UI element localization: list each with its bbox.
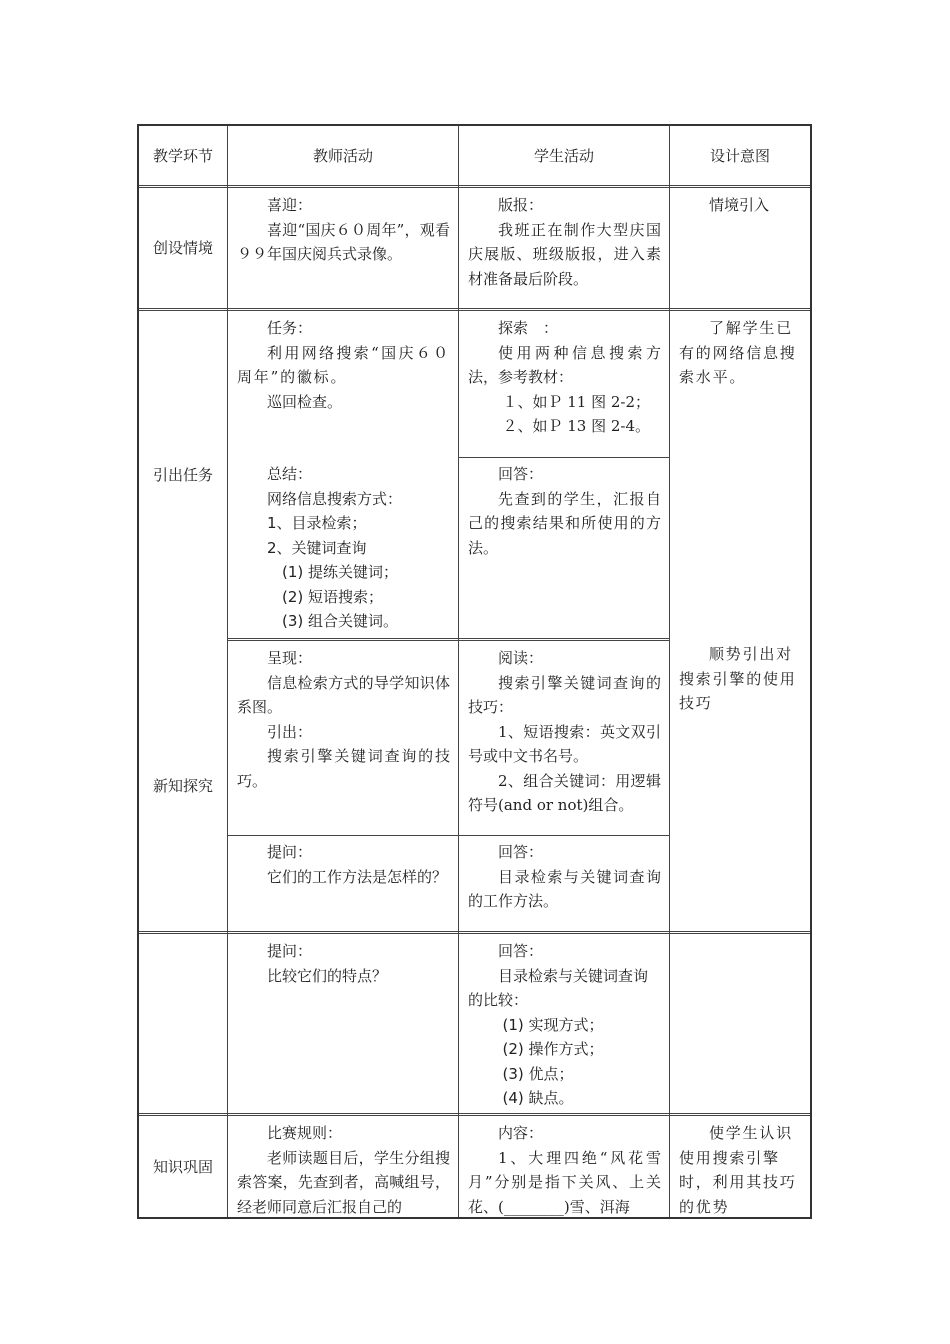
teacher-text: 提问： bbox=[267, 843, 313, 861]
lesson-plan-table bbox=[137, 124, 812, 1219]
teacher-text: 喜迎“国庆６０周年”，观看９９年国庆阅兵式录像。 bbox=[237, 220, 450, 263]
teacher-text: 信息检索方式的导学知识体系图。 bbox=[237, 673, 450, 716]
student-text: (3) 优点； bbox=[502, 1064, 574, 1083]
teacher-text: 1、目录检索； bbox=[267, 514, 367, 532]
teacher-text: 引出： bbox=[267, 722, 313, 741]
teacher-text: 它们的工作方法是怎样的？ bbox=[267, 867, 448, 886]
header-stage bbox=[139, 126, 227, 186]
header-student-label: 学生活动 bbox=[533, 146, 594, 165]
intent-text: 使学生认识使用搜索引擎时，利用其技巧的优势 bbox=[679, 1124, 797, 1216]
stage-cell bbox=[139, 1117, 227, 1217]
student-text: 1、短语搜索：英文双引号或中文书名号。 bbox=[468, 722, 661, 765]
stage-label: 创设情境 bbox=[152, 239, 213, 258]
student-text: 回答： bbox=[498, 843, 544, 861]
student-cell bbox=[459, 935, 669, 1113]
row-divider bbox=[139, 308, 810, 311]
student-text: (2) 操作方式； bbox=[502, 1040, 604, 1058]
teacher-text: 呈现： bbox=[267, 649, 313, 667]
student-cell bbox=[459, 836, 669, 931]
header-stage-label: 教学环节 bbox=[152, 146, 213, 165]
teacher-text: 喜迎： bbox=[267, 196, 313, 214]
teacher-cell bbox=[228, 189, 458, 308]
student-cell bbox=[459, 1117, 669, 1217]
student-text: 1、大理四绝“风花雪月”分别是指下关风、上关花、(________)雪、洱海 bbox=[468, 1148, 661, 1216]
stage-label: 知识巩固 bbox=[152, 1157, 213, 1176]
student-text: 使用两种信息搜索方法，参考教材： bbox=[468, 343, 661, 386]
teacher-text: (1) 提练关键词； bbox=[282, 563, 399, 581]
teacher-cell bbox=[228, 312, 458, 457]
header-student bbox=[459, 126, 669, 186]
teacher-text: 2、关键词查询 bbox=[267, 538, 367, 557]
header-teacher bbox=[228, 126, 458, 186]
teacher-cell bbox=[228, 836, 458, 931]
student-text: 目录检索与关键词查询的工作方法。 bbox=[468, 867, 661, 910]
intent-text: 情境引入 bbox=[709, 196, 770, 214]
stage-cell bbox=[139, 189, 227, 308]
row-divider bbox=[227, 638, 669, 641]
student-text: ２、如Ｐ 13 图 2-4。 bbox=[502, 417, 651, 435]
student-text: 搜索引擎关键词查询的技巧： bbox=[468, 673, 661, 716]
student-cell bbox=[459, 458, 669, 638]
teacher-text: 比赛规则： bbox=[267, 1124, 343, 1142]
teacher-text: 总结： bbox=[267, 465, 313, 483]
teacher-cell bbox=[228, 1117, 458, 1217]
student-cell bbox=[459, 189, 669, 308]
teacher-text: 任务： bbox=[267, 319, 313, 337]
student-text: 我班正在制作大型庆国庆展版、班级版报，进入素材准备最后阶段。 bbox=[468, 220, 661, 288]
intent-cell bbox=[670, 312, 810, 452]
intent-text: 顺势引出对搜索引擎的使用技巧 bbox=[679, 645, 797, 712]
row-divider bbox=[139, 931, 810, 934]
student-text: 内容： bbox=[498, 1124, 544, 1142]
teacher-cell bbox=[228, 458, 458, 638]
student-cell bbox=[459, 312, 669, 457]
student-text: 回答： bbox=[498, 942, 544, 960]
stage-label: 引出任务 bbox=[152, 465, 213, 484]
student-text: 先查到的学生，汇报自己的搜索结果和所使用的方法。 bbox=[468, 489, 661, 557]
student-text: 回答： bbox=[498, 465, 544, 483]
intent-text: 了解学生已有的网络信息搜索水平。 bbox=[679, 319, 797, 386]
teacher-text: (3) 组合关键词。 bbox=[282, 612, 399, 630]
student-text: 阅读： bbox=[498, 649, 544, 667]
student-text: 版报： bbox=[498, 196, 544, 214]
intent-cell bbox=[670, 1117, 810, 1217]
teacher-text: (2) 短语搜索； bbox=[282, 587, 384, 606]
student-text: 探索 ： bbox=[498, 319, 559, 337]
row-divider bbox=[139, 1113, 810, 1116]
teacher-text: 巡回检查。 bbox=[267, 392, 343, 411]
intent-cell bbox=[670, 638, 810, 758]
stage-cell bbox=[139, 642, 227, 931]
stage-label: 新知探究 bbox=[152, 777, 213, 796]
teacher-text: 比较它们的特点？ bbox=[267, 966, 388, 985]
teacher-text: 网络信息搜索方式： bbox=[267, 489, 403, 508]
student-text: １、如Ｐ 11 图 2-2； bbox=[502, 392, 651, 411]
teacher-text: 提问： bbox=[267, 942, 313, 960]
teacher-cell bbox=[228, 642, 458, 835]
teacher-cell bbox=[228, 935, 458, 1113]
student-text: (1) 实现方式； bbox=[502, 1015, 604, 1034]
teacher-text: 搜索引擎关键词查询的技巧。 bbox=[237, 747, 450, 790]
stage-cell bbox=[139, 312, 227, 638]
teacher-text: 利用网络搜索“国庆６０周年”的徽标。 bbox=[237, 343, 450, 386]
teacher-text: 老师读题目后，学生分组搜索答案，先查到者，高喊组号，经老师同意后汇报自己的 bbox=[237, 1148, 450, 1216]
header-intent-label: 设计意图 bbox=[709, 146, 770, 165]
student-text: 2、组合关键词：用逻辑符号(and or not)组合。 bbox=[468, 771, 661, 814]
student-text: (4) 缺点。 bbox=[502, 1089, 574, 1107]
intent-cell bbox=[670, 189, 810, 308]
student-cell bbox=[459, 642, 669, 835]
header-intent bbox=[670, 126, 810, 186]
header-teacher-label: 教师活动 bbox=[312, 146, 373, 165]
student-text: 目录检索与关键词查询的比较： bbox=[468, 966, 649, 1009]
